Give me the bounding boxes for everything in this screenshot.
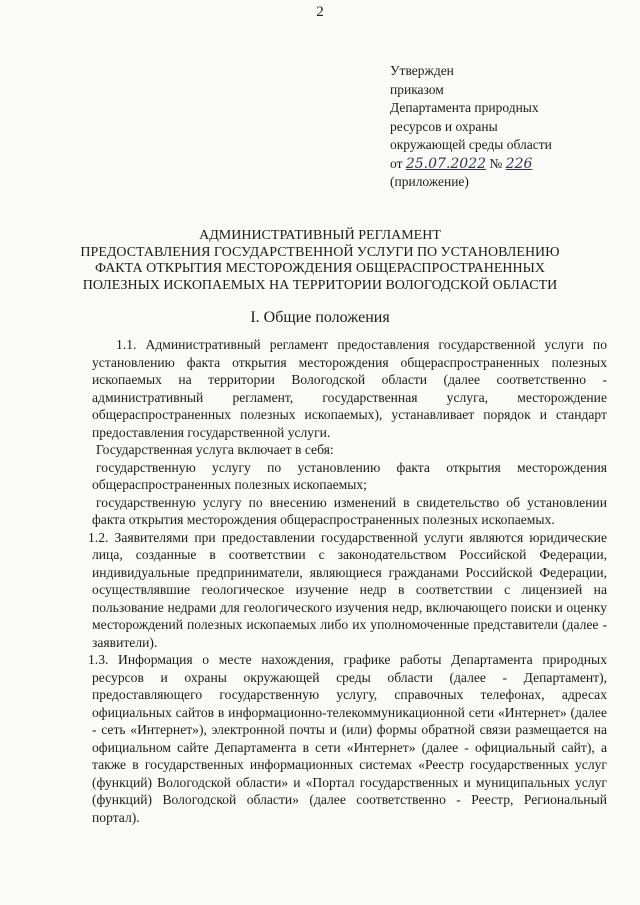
- handwritten-date: 25.07.2022: [405, 155, 487, 172]
- number-prefix: №: [489, 155, 503, 171]
- document-title: [20, 228, 620, 294]
- paragraph: государственную услугу по внесению изменений в свидетельство об установлении факта открытия месторождения общераспространенных полезных ископаемых.: [92, 494, 607, 527]
- document-body: [88, 336, 607, 826]
- approval-line: окружающей среды области: [390, 137, 552, 152]
- date-prefix: от: [390, 155, 403, 171]
- approval-note: (приложение): [390, 174, 469, 189]
- title-line: ФАКТА ОТКРЫТИЯ МЕСТОРОЖДЕНИЯ ОБЩЕРАСПРОСТРАНЕННЫХ: [95, 261, 545, 276]
- title-line: ПОЛЕЗНЫХ ИСКОПАЕМЫХ НА ТЕРРИТОРИИ ВОЛОГОДСКОЙ ОБЛАСТИ: [82, 277, 558, 293]
- approval-line: Утвержден: [390, 63, 454, 78]
- section-heading: I. Общие положения: [250, 309, 390, 326]
- title-line: АДМИНИСТРАТИВНЫЙ РЕГЛАМЕНТ: [199, 228, 441, 243]
- approval-line: ресурсов и охраны: [390, 118, 498, 134]
- approval-line: Департамента природных: [390, 100, 539, 115]
- paragraph: 1.3. Информация о месте нахождения, графике работы Департамента природных ресурсов и охраны окружающей среды области (далее - Департамент), предоставляющего государственную услугу, справочных телефонах, адресах официальных сайтов в информационно-телекоммуникационной сети «Интернет» (далее - сеть «Интернет»), электронной почты и (или) формы обратной связи размещается на официальном сайте Департамента в сети «Интернет» (далее - официальный сайт), а также в государственных информационных системах «Реестр государственных услуг (функций) Вологодской области» и «Портал государственных и муниципальных услуг (функций) Вологодской области» (далее соответственно - Реестр, Региональный портал).: [88, 652, 607, 825]
- paragraph: 1.1. Административный регламент предоставления государственной услуги по установлению факта открытия месторождения общераспространенных полезных ископаемых на территории Вологодской области (далее соответственно - административный регламент, государственная услуга, месторождение общераспространенных полезных ископаемых), устанавливает порядок и стандарт предоставления государственной услуги.: [92, 337, 607, 440]
- paragraph: Государственная услуга включает в себя:: [96, 442, 334, 457]
- paragraph: государственную услугу по установлению факта открытия месторождения общераспространенных полезных ископаемых;: [92, 459, 607, 492]
- handwritten-number: 226: [505, 155, 533, 172]
- approval-line: приказом: [390, 81, 444, 97]
- page-number: 2: [316, 4, 324, 20]
- approval-stamp: [390, 62, 630, 192]
- paragraph: 1.2. Заявителями при предоставлении государственной услуги являются юридические лица, созданные в соответствии с законодательством Российской Федерации, индивидуальные предприниматели, являющиеся гражданами Российской Федерации, осуществлявшие геологическое изучение недр в соответствии с лицензией на пользование недрами для геологического изучения недр, включающего поиски и оценку месторождений полезных ископаемых либо их уполномоченные представители (далее - заявители).: [88, 529, 607, 650]
- title-line: ПРЕДОСТАВЛЕНИЯ ГОСУДАРСТВЕННОЙ УСЛУГИ ПО УСТАНОВЛЕНИЮ: [80, 244, 560, 260]
- approval-date-line: [390, 155, 630, 174]
